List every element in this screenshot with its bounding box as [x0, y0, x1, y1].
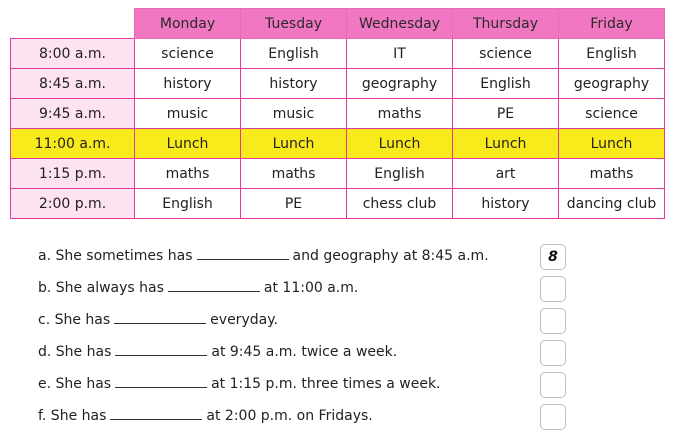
subject-cell: science	[453, 39, 559, 69]
exercise-prompt-end: at 2:00 p.m. on Fridays.	[206, 408, 373, 424]
timetable-row	[11, 39, 665, 69]
answer-box[interactable]: 8	[540, 244, 566, 270]
subject-cell: IT	[347, 39, 453, 69]
answer-box[interactable]	[540, 308, 566, 334]
day-header-friday: Friday	[559, 9, 665, 39]
answer-box[interactable]	[540, 340, 566, 366]
exercise-prompt-end: everyday.	[210, 312, 278, 328]
exercise-prompt: b. She always has	[38, 280, 164, 296]
subject-cell: maths	[347, 99, 453, 129]
time-cell: 8:00 a.m.	[11, 39, 135, 69]
subject-cell: music	[241, 99, 347, 129]
time-cell: 9:45 a.m.	[11, 99, 135, 129]
subject-cell: maths	[241, 159, 347, 189]
subject-cell: art	[453, 159, 559, 189]
exercise-prompt-end: and geography at 8:45 a.m.	[292, 248, 489, 264]
subject-cell: history	[135, 69, 241, 99]
timetable-row	[11, 189, 665, 219]
exercise-item	[38, 340, 578, 372]
answer-blank[interactable]	[110, 404, 202, 420]
subject-cell: history	[453, 189, 559, 219]
answer-box[interactable]	[540, 372, 566, 398]
answer-blank[interactable]	[168, 276, 260, 292]
time-cell: 1:15 p.m.	[11, 159, 135, 189]
subject-cell: Lunch	[135, 129, 241, 159]
subject-cell: Lunch	[453, 129, 559, 159]
exercise-item	[38, 404, 578, 436]
subject-cell: English	[347, 159, 453, 189]
exercise-prompt: c. She has	[38, 312, 111, 328]
subject-cell: geography	[559, 69, 665, 99]
exercise-prompt: e. She has	[38, 376, 112, 392]
answer-box[interactable]	[540, 404, 566, 430]
exercise-item	[38, 308, 578, 340]
subject-cell: Lunch	[559, 129, 665, 159]
time-cell: 2:00 p.m.	[11, 189, 135, 219]
time-cell: 11:00 a.m.	[11, 129, 135, 159]
answer-blank[interactable]	[115, 372, 207, 388]
exercise-prompt: d. She has	[38, 344, 112, 360]
subject-cell: Lunch	[241, 129, 347, 159]
timetable-row	[11, 99, 665, 129]
answer-blank[interactable]	[197, 244, 289, 260]
subject-cell: English	[559, 39, 665, 69]
timetable-row	[11, 159, 665, 189]
exercise-prompt: a. She sometimes has	[38, 248, 193, 264]
answer-blank[interactable]	[114, 308, 206, 324]
exercise-prompt-end: at 11:00 a.m.	[263, 280, 359, 296]
subject-cell: maths	[559, 159, 665, 189]
exercise-item	[38, 244, 578, 276]
exercise-item	[38, 276, 578, 308]
day-header-wednesday: Wednesday	[347, 9, 453, 39]
timetable-corner	[11, 9, 135, 39]
time-cell: 8:45 a.m.	[11, 69, 135, 99]
answer-box[interactable]	[540, 276, 566, 302]
subject-cell: geography	[347, 69, 453, 99]
subject-cell: PE	[453, 99, 559, 129]
subject-cell: science	[135, 39, 241, 69]
day-header-tuesday: Tuesday	[241, 9, 347, 39]
subject-cell: chess club	[347, 189, 453, 219]
day-header-monday: Monday	[135, 9, 241, 39]
subject-cell: English	[453, 69, 559, 99]
exercise-prompt-end: at 1:15 p.m. three times a week.	[211, 376, 441, 392]
subject-cell: PE	[241, 189, 347, 219]
answer-blank[interactable]	[115, 340, 207, 356]
timetable-header-row	[11, 9, 665, 39]
day-header-thursday: Thursday	[453, 9, 559, 39]
subject-cell: maths	[135, 159, 241, 189]
subject-cell: English	[135, 189, 241, 219]
exercise-prompt: f. She has	[38, 408, 107, 424]
exercise-list	[38, 244, 578, 436]
timetable	[10, 8, 665, 219]
subject-cell: dancing club	[559, 189, 665, 219]
timetable-row	[11, 69, 665, 99]
exercise-prompt-end: at 9:45 a.m. twice a week.	[211, 344, 398, 360]
subject-cell: English	[241, 39, 347, 69]
subject-cell: history	[241, 69, 347, 99]
subject-cell: music	[135, 99, 241, 129]
timetable-row-lunch	[11, 129, 665, 159]
exercise-item	[38, 372, 578, 404]
subject-cell: science	[559, 99, 665, 129]
subject-cell: Lunch	[347, 129, 453, 159]
